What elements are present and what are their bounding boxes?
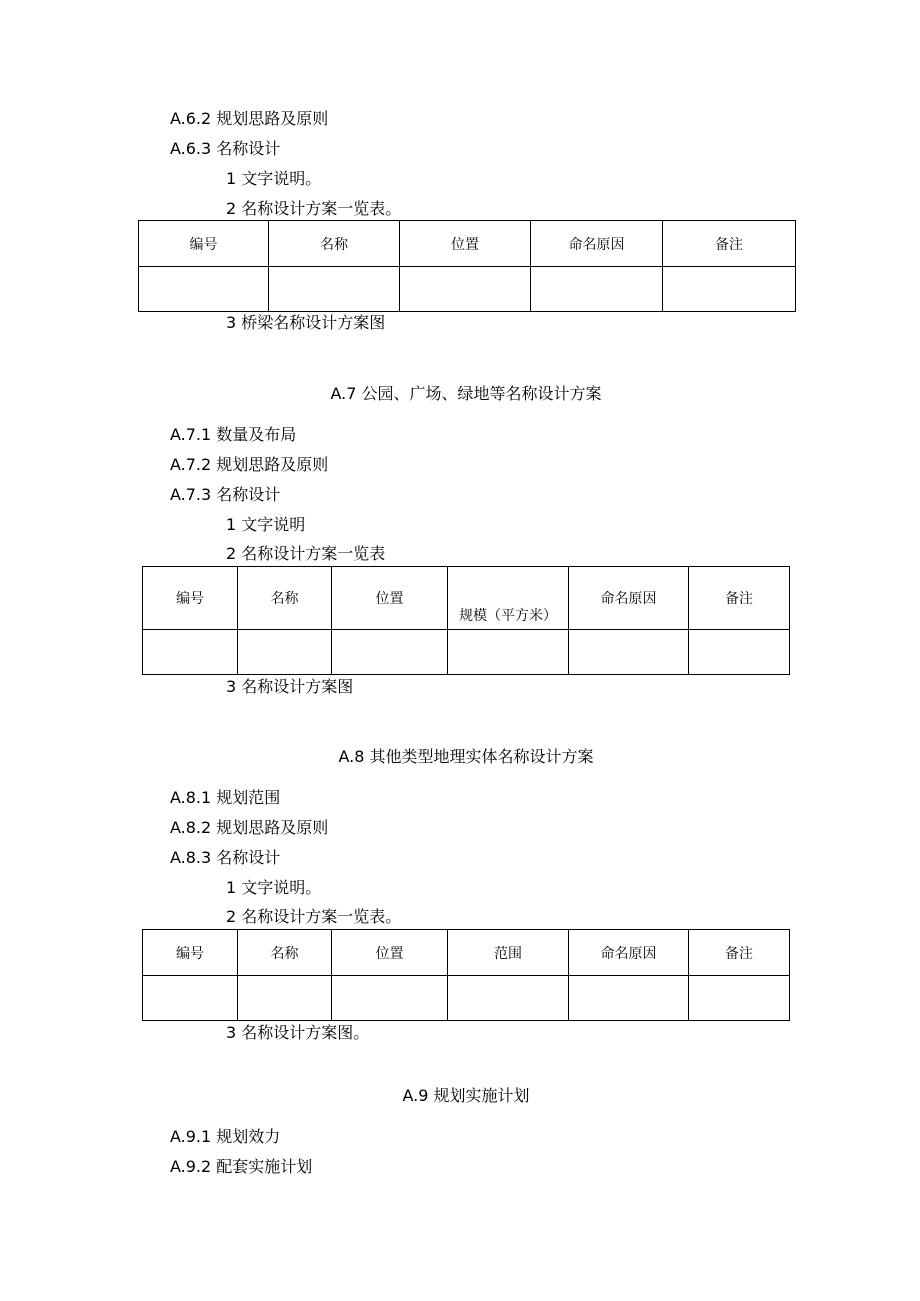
table-cell	[569, 630, 689, 675]
a7-item-name-table: 2 名称设计方案一览表	[226, 544, 386, 563]
a6-item-name-table: 2 名称设计方案一览表。	[226, 199, 402, 218]
section-a8-title: A.8 其他类型地理实体名称设计方案	[338, 747, 594, 766]
a7-item-plan-map: 3 名称设计方案图	[226, 677, 354, 696]
table-cell	[238, 976, 332, 1021]
section-a9-1-heading: A.9.1 规划效力	[170, 1127, 281, 1146]
a8-name-table	[142, 929, 790, 1021]
table-cell	[143, 976, 238, 1021]
a7-item-text-description: 1 文字说明	[226, 515, 306, 534]
table-cell	[332, 630, 448, 675]
table-header-row	[139, 221, 796, 267]
section-a8-1-heading: A.8.1 规划范围	[170, 788, 281, 807]
table-header-cell: 位置	[332, 567, 448, 630]
table-header-cell: 备注	[689, 567, 790, 630]
a6-item-text-description: 1 文字说明。	[226, 169, 322, 188]
table-header-cell: 编号	[139, 221, 269, 267]
table-cell	[448, 976, 569, 1021]
table-cell	[269, 267, 400, 312]
table-header-cell: 命名原因	[569, 930, 689, 976]
section-a6-3-heading: A.6.3 名称设计	[170, 139, 281, 158]
table-cell	[448, 630, 569, 675]
a8-item-text-description: 1 文字说明。	[226, 878, 322, 897]
a8-item-plan-map: 3 名称设计方案图。	[226, 1023, 370, 1042]
a8-item-name-table: 2 名称设计方案一览表。	[226, 907, 402, 926]
table-cell	[663, 267, 796, 312]
section-a8-2-heading: A.8.2 规划思路及原则	[170, 818, 329, 837]
section-a7-3-heading: A.7.3 名称设计	[170, 485, 281, 504]
table-header-row	[143, 930, 790, 976]
table-cell	[689, 976, 790, 1021]
section-a7-2-heading: A.7.2 规划思路及原则	[170, 455, 329, 474]
table-cell	[531, 267, 663, 312]
table-header-cell: 位置	[400, 221, 531, 267]
table-cell	[143, 630, 238, 675]
table-header-cell: 规模（平方米）	[448, 567, 569, 630]
table-cell	[332, 976, 448, 1021]
table-header-cell: 命名原因	[569, 567, 689, 630]
table-cell	[139, 267, 269, 312]
section-a7-1-heading: A.7.1 数量及布局	[170, 425, 297, 444]
table-header-cell: 名称	[269, 221, 400, 267]
table-header-cell: 名称	[238, 930, 332, 976]
table-cell	[689, 630, 790, 675]
table-row	[139, 267, 796, 312]
table-row	[143, 630, 790, 675]
table-header-cell: 备注	[663, 221, 796, 267]
table-header-cell: 位置	[332, 930, 448, 976]
table-header-cell: 备注	[689, 930, 790, 976]
a7-name-table	[142, 566, 790, 675]
table-cell	[238, 630, 332, 675]
section-a6-2-heading: A.6.2 规划思路及原则	[170, 109, 329, 128]
table-header-row	[143, 567, 790, 630]
table-header-cell: 范围	[448, 930, 569, 976]
table-header-cell: 名称	[238, 567, 332, 630]
table-cell	[569, 976, 689, 1021]
section-a9-title: A.9 规划实施计划	[402, 1086, 530, 1105]
table-row	[143, 976, 790, 1021]
table-header-cell: 编号	[143, 567, 238, 630]
a6-item-bridge-plan: 3 桥梁名称设计方案图	[226, 313, 386, 332]
section-a7-title: A.7 公园、广场、绿地等名称设计方案	[330, 384, 602, 403]
section-a8-3-heading: A.8.3 名称设计	[170, 848, 281, 867]
a6-name-table	[138, 220, 796, 312]
section-a9-2-heading: A.9.2 配套实施计划	[170, 1157, 313, 1176]
table-header-cell: 编号	[143, 930, 238, 976]
table-header-cell: 命名原因	[531, 221, 663, 267]
table-cell	[400, 267, 531, 312]
